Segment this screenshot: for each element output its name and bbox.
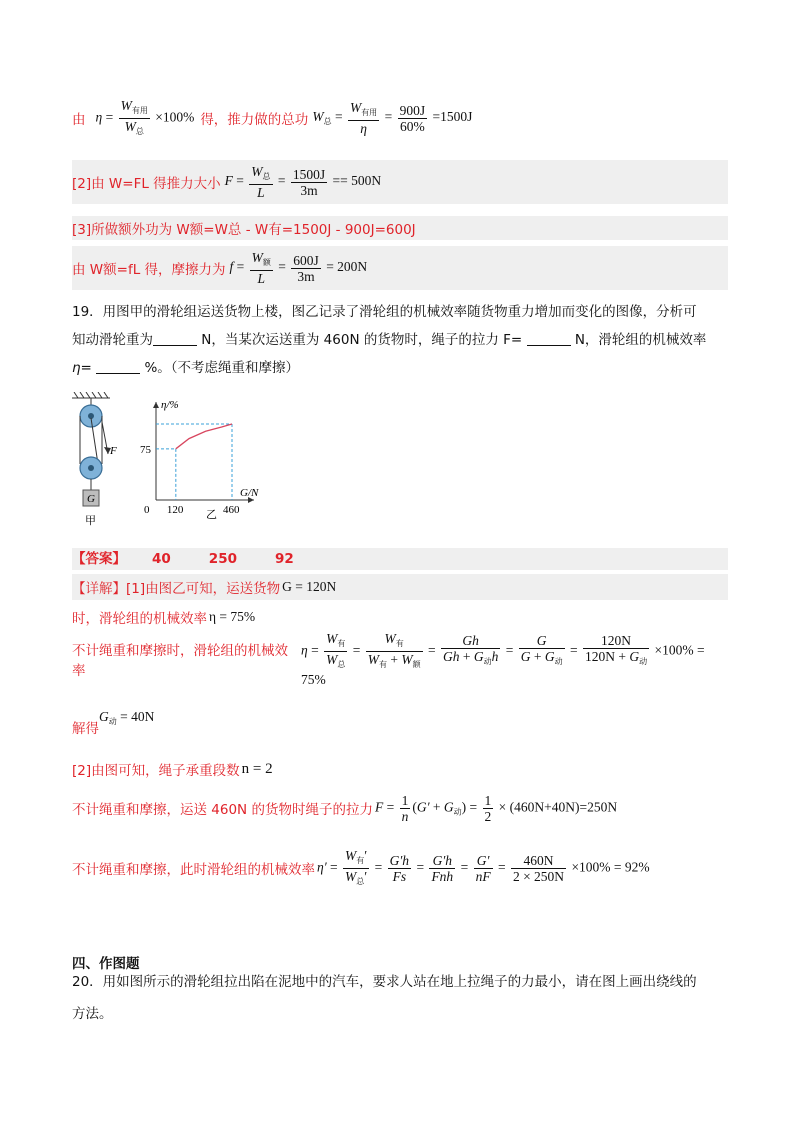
detail-line2: 时，滑轮组的机械效率 η = 75% [72,609,256,627]
q18-mid: 得，推力做的总功 [200,112,309,128]
q18-line1 [72,98,728,138]
detail-line3: 不计绳重和摩擦时，滑轮组的机械效率 η = $\frac{W_有}{W_总}$ = $\frac{W_有}{W_有 + W_额}$ = $\frac{Gh}{Gh + G_动h}$ = $\frac{G}{G + G_动}$ = $\frac{120N}{120N + G_动}$ ×100% = 75% [72,636,728,682]
eta-formula: η = $\frac{W_{有用}}{W_总}$ ×100% [95,97,195,136]
pulley-figure [72,392,132,530]
detail-line6: 不计绳重和摩擦，运送 460N 的货物时绳子的拉力 F = $\frac{1}{n}$ $(G' + G_动)$ = $\frac{1}{2}$ × (460N+40N)=250N [72,792,618,824]
q18-lead: 由 [72,112,86,128]
y-axis-arrow [153,402,159,408]
total-work-formula: $W_总$ = $\frac{W_{有用}}{\eta}$ = $\frac{900J}{60\%}$ =1500J [312,100,473,136]
x-tick-label: 460 [223,504,240,516]
q18-line3 [72,216,728,240]
efficiency-equation-2: η′ = $\frac{W_有'}{W_总'}$ = $\frac{G'h}{Fs}$ = $\frac{G'h}{\text{Fnh}}$ = $\frac{G'}{nF}$ = $\frac{460N}{2 \times 250N}$ ×100% = 92% [317,847,650,886]
detail-line5: [2]由图可知，绳子承重段数 n = 2 [72,760,273,779]
x-tick-label: 0 [144,504,150,516]
q18-line3-text: [3]所做额外功为 W额=W总 - W有=1500J - 900J=600J [72,222,416,238]
x-axis-label: G/N [240,487,259,499]
svg-text:G: G [87,493,95,505]
force-label: F [110,445,117,457]
q18-line4-text: 由 W额=fL 得，摩擦力为 [72,262,226,278]
y-tick-label: 75 [140,443,151,456]
ceiling-hatch [72,392,110,398]
q18-line2 [72,160,728,204]
answer-blank-3 [96,359,140,374]
x-tick-label: 120 [166,504,184,516]
answer-blank-1 [153,331,197,346]
q18-line2-text: [2]由 W=FL 得推力大小 [72,176,221,192]
chart-axes [153,399,259,503]
pull-force-equation: F = $\frac{1}{n}$ $(G' + G_动)$ = $\frac{1}{2}$ × (460N+40N)=250N [374,792,618,824]
answer-2: 250 [208,551,237,567]
section-heading: 四、作图题 [72,956,140,972]
efficiency-chart [136,392,276,530]
force-formula: F = $\frac{W_总}{L}$ = $\frac{1500J}{3m}$ == 500N [224,164,382,200]
q19-text-line1: 19．用图甲的滑轮组运送货物上楼，图乙记录了滑轮组的机械效率随货物重力增加而变化的图像，分析可 [72,304,697,320]
q20-question: 20．用如图所示的滑轮组拉出陷在泥地中的汽车，要求人站在地上拉绳子的力最小，请在图上画出绕线的 方法。 [72,974,697,1022]
answer-row [72,548,728,570]
q18-line4 [72,246,728,290]
answer-3: 92 [274,551,294,567]
q19-text-line2: 知动滑轮重为 N，当某次运送重为 460N 的货物时，绳子的拉力 F= N，滑轮组的机械效率 [72,332,707,348]
detail-line4: 解得 $G_动 = 40N$ [72,709,155,737]
q19-question [72,298,728,382]
chart-marks [140,424,240,516]
fig-jia-label: 甲 [85,515,96,527]
y-axis-label: η/% [161,399,179,411]
detail-line1: 【详解】[1]由图乙可知，运送货物 G = 120N [72,574,728,600]
q19-text-line3: η= %。（不考虑绳重和摩擦） [72,360,300,376]
fig-yi-label: 乙 [206,509,217,521]
friction-formula: f = $\frac{W_额}{L}$ = $\frac{600J}{3m}$ = 200N [229,250,368,286]
detail-line7: 不计绳重和摩擦，此时滑轮组的机械效率 η′ = $\frac{W_有'}{W_总'}$ = $\frac{G'h}{Fs}$ = $\frac{G'h}{\text{Fnh}}$ = $\frac{G'}{nF}$ = $\frac{460N}{2 \times 250N}$ ×100% = 92% [72,844,728,892]
answer-label: 【答案】 [72,551,126,567]
efficiency-equation: η = $\frac{W_有}{W_总}$ = $\frac{W_有}{W_有 + W_额}$ = $\frac{Gh}{Gh + G_动h}$ = $\frac{G}{G + G_动}$ = $\frac{120N}{120N + G_动}$ ×100% = 75% [301,630,705,687]
efficiency-curve [176,424,232,449]
answer-blank-2 [527,331,571,346]
answer-1: 40 [152,551,171,567]
